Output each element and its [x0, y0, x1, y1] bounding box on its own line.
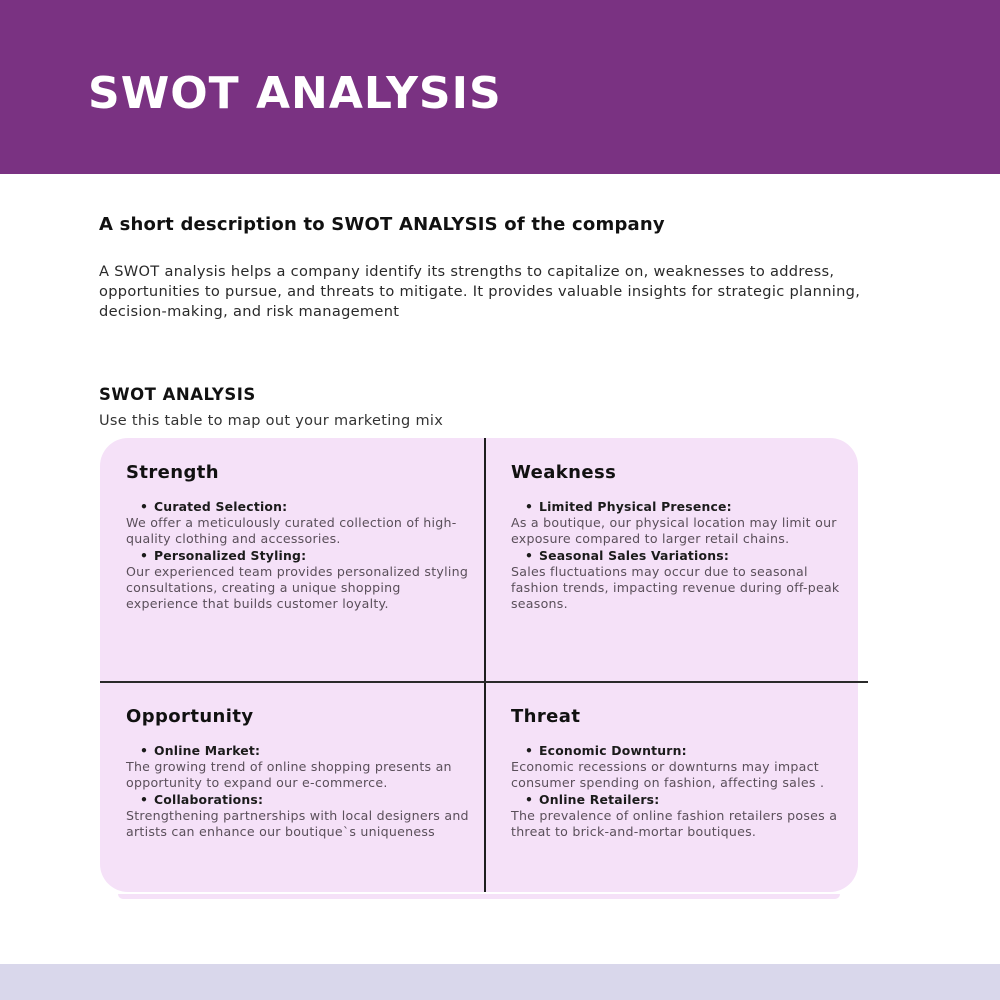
header-banner: [0, 0, 1000, 174]
quadrant-title: Opportunity: [126, 706, 254, 727]
grid-divider-vertical: [484, 438, 486, 892]
page-title: SWOT ANALYSIS: [88, 68, 502, 119]
quadrant-threat: [511, 706, 856, 840]
item-text: Our experienced team provides personalized styling consultations, creating a unique shopping experience that builds customer loyalty.: [126, 563, 469, 612]
description-body: A SWOT analysis helps a company identify its strengths to capitalize on, weaknesses to address, opportunities to pursue, and threats to mitigate. It provides valuable insights for strategic planning, decision-making, and risk management: [99, 263, 861, 320]
item-text: As a boutique, our physical location may limit our exposure compared to larger retail chains.: [511, 515, 837, 547]
bullet-icon: •: [525, 499, 534, 514]
swot-grid-bottom-strip: [118, 894, 840, 899]
swot-section-subheading: Use this table to map out your marketing mix: [99, 413, 444, 429]
quadrant-title: Strength: [126, 462, 219, 483]
bullet-icon: •: [525, 791, 534, 807]
item-label: • Collaborations:: [140, 791, 264, 807]
quadrant-title: Threat: [511, 706, 581, 727]
item-label: • Limited Physical Presence:: [525, 499, 732, 514]
item-label: • Online Market:: [140, 743, 261, 758]
item-text: The growing trend of online shopping presents an opportunity to expand our e-commerce.: [126, 759, 452, 791]
bullet-icon: •: [525, 743, 534, 758]
swot-section-heading: SWOT ANALYSIS: [99, 385, 256, 404]
bullet-icon: •: [140, 743, 149, 758]
item-text: Sales fluctuations may occur due to seasonal fashion trends, impacting revenue during off-peak seasons.: [511, 563, 840, 612]
item-label: • Online Retailers:: [525, 791, 660, 807]
grid-divider-horizontal: [100, 681, 868, 683]
quadrant-opportunity: [126, 706, 471, 840]
footer-band: [0, 964, 1000, 1000]
quadrant-strength: [126, 462, 471, 612]
description-heading: A short description to SWOT ANALYSIS of the company: [99, 214, 665, 235]
quadrant-weakness: [511, 462, 856, 612]
item-label: • Personalized Styling:: [140, 547, 307, 563]
item-label: • Economic Downturn:: [525, 743, 687, 758]
bullet-icon: •: [140, 499, 149, 514]
item-text: We offer a meticulously curated collection of high-quality clothing and accessories.: [126, 515, 457, 547]
bullet-icon: •: [140, 791, 149, 807]
bullet-icon: •: [525, 547, 534, 563]
item-text: Economic recessions or downturns may impact consumer spending on fashion, affecting sales .: [511, 759, 825, 791]
quadrant-title: Weakness: [511, 462, 617, 483]
bullet-icon: •: [140, 547, 149, 563]
item-text: Strengthening partnerships with local designers and artists can enhance our boutique`s uniqueness: [126, 807, 469, 840]
item-text: The prevalence of online fashion retailers poses a threat to brick-and-mortar boutiques.: [511, 807, 838, 840]
item-label: • Curated Selection:: [140, 499, 288, 514]
item-label: • Seasonal Sales Variations:: [525, 547, 729, 563]
